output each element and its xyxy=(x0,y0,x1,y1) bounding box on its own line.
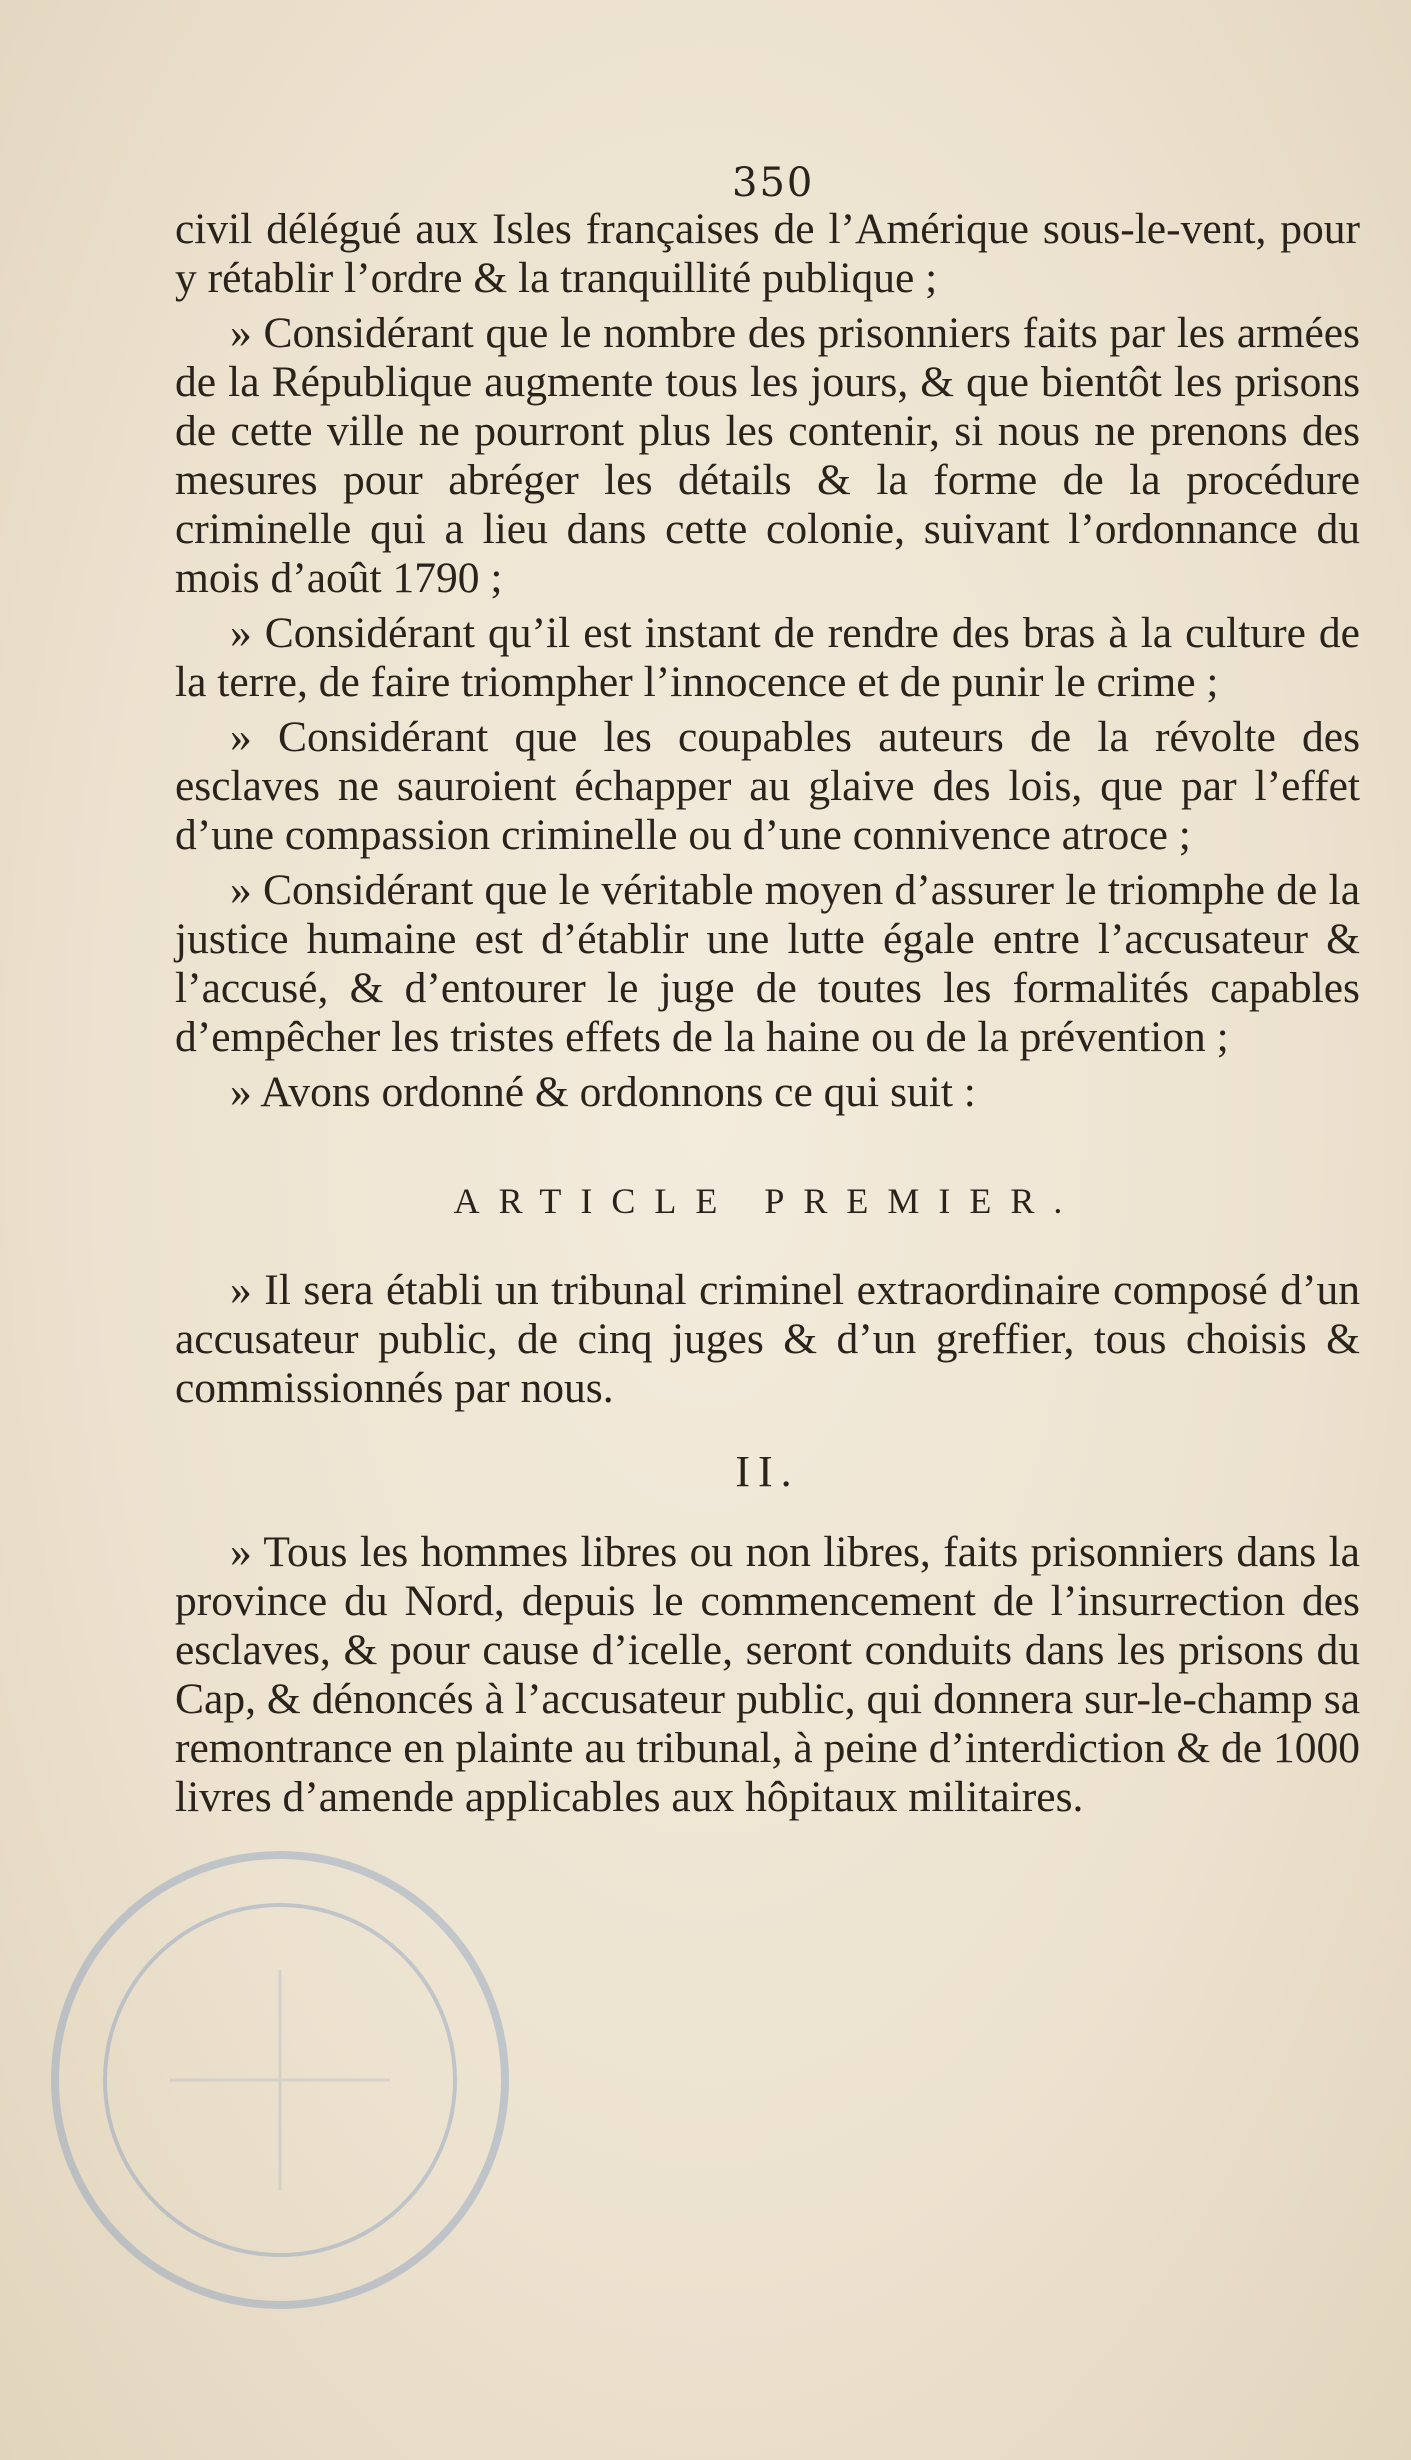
paragraph-considerant-culture: » Considérant qu’il est instant de rendre des bras à la culture de la terre, de faire triompher l’innocence et de punir le crime ; xyxy=(175,609,1360,706)
page-number: 350 xyxy=(732,160,815,206)
paragraph-considerant-justice: » Considérant que le véritable moyen d’assurer le triomphe de la justice humaine est d’établir une lutte égale entre l’accusateur & l’accusé, & d’entourer le juge de toutes les formalités capables d’empêcher les tristes effets de la haine ou de la prévention ; xyxy=(175,866,1360,1061)
paragraph-ordinance: » Avons ordonné & ordonnons ce qui suit : xyxy=(230,1068,976,1116)
article-1-text: » Il sera établi un tribunal criminel extraordinaire composé d’un accusateur public, de cinq juges & d’un greffier, tous choisis & commissionnés par nous. xyxy=(175,1266,1360,1412)
paragraph-considerant-prisoners: » Considérant que le nombre des prisonniers faits par les armées de la République augmente tous les jours, & que bientôt les prisons de cette ville ne pourront plus les contenir, si nous ne prenons des mesures pour abréger les détails & la forme de la procédure criminelle qui a lieu dans cette colonie, suivant l’ordonnance du mois d’août 1790 ; xyxy=(175,309,1360,602)
article-2-text: » Tous les hommes libres ou non libres, faits prisonniers dans la province du Nord, depuis le commencement de l’insurrection des esclaves, & pour cause d’icelle, seront conduits dans les prisons du Cap, & dénoncés à l’accusateur public, qui donnera sur-le-champ sa remontrance en plainte au tribunal, à peine d’interdiction & de 1000 livres d’amende applicables aux hôpitaux militaires. xyxy=(175,1528,1360,1821)
library-stamp-icon xyxy=(20,1820,540,2340)
paragraph-continuation: civil délégué aux Isles françaises de l’Amérique sous-le-vent, pour y rétablir l’ordre & la tranquillité publique ; xyxy=(175,205,1360,302)
paragraph-considerant-culprits: » Considérant que les coupables auteurs de la révolte des esclaves ne sauroient échapper au glaive des lois, que par l’effet d’une compassion criminelle ou d’une connivence atroce ; xyxy=(175,713,1360,859)
document-body xyxy=(175,205,1360,1822)
article-1-heading: ARTICLE PREMIER. xyxy=(453,1181,1082,1221)
article-2-heading: II. xyxy=(735,1447,800,1496)
